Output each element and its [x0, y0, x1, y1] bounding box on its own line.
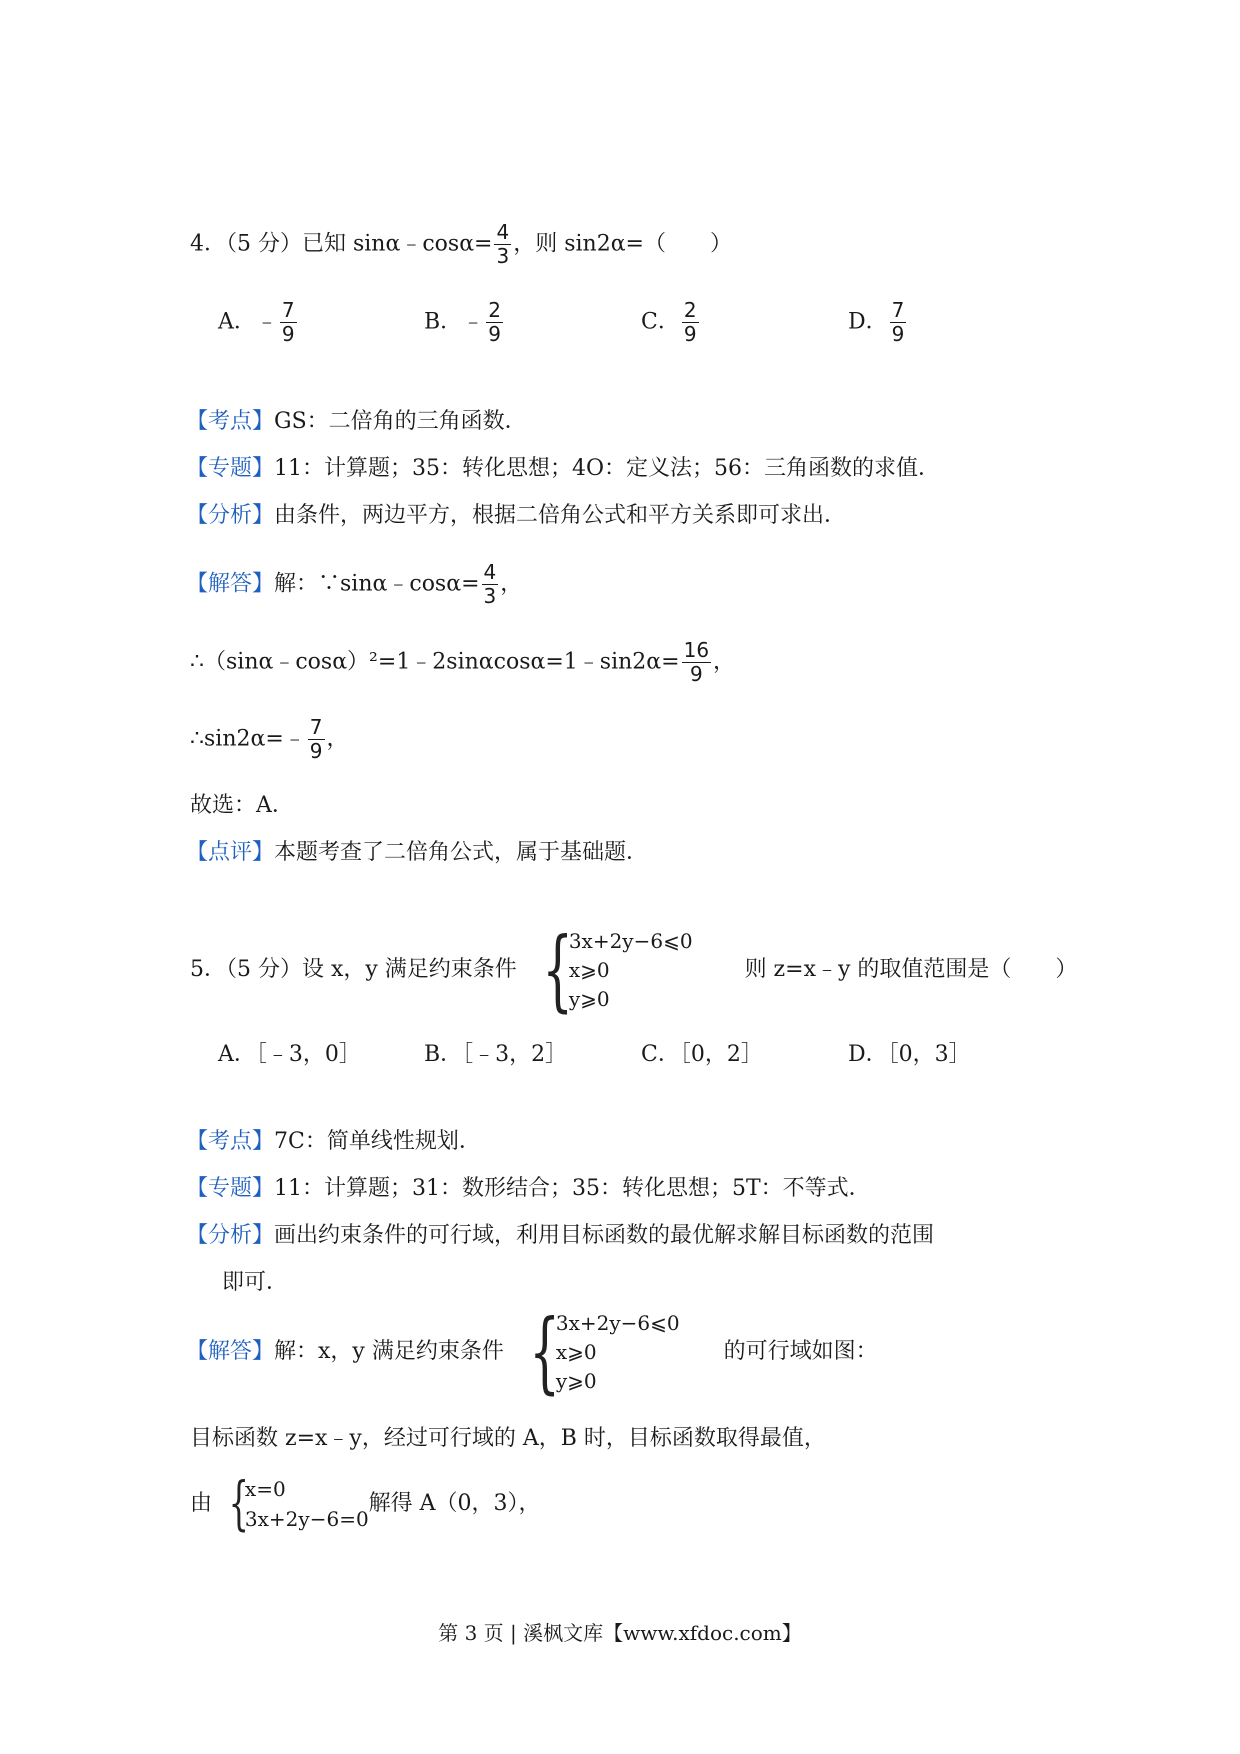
q4-step1: ∴（sinα﹣cosα）²=1﹣2sinαcosα=1﹣sin2α= $\frac{16}{9}$ ， — [190, 638, 736, 686]
q5-option-a: A．［﹣3，0］ — [218, 1042, 361, 1067]
q5-kaodian: 【考点】7C：简单线性规划． — [186, 1129, 481, 1154]
q4-option-c: C． $\frac{2}{9}$ — [641, 298, 697, 346]
left-brace-icon: { — [542, 918, 573, 1021]
q5-line2: 由 { x=0 3x+2y−6=0 解得 A（0，3）， — [190, 1469, 541, 1537]
q5-zhuanti: 【专题】11：计算题；31：数形结合；35：转化思想；5T：不等式． — [186, 1176, 871, 1201]
q5-jieda-constraint-system: { 3x+2y−6⩽0 x⩾0 y⩾0 — [529, 1300, 680, 1403]
q5-stem: 5．（5 分）设 x，y 满足约束条件 { 3x+2y−6⩽0 x⩾0 y⩾0 则 z=x﹣y 的取值范围是（ ） — [190, 918, 1078, 1021]
q4-option-a: A．﹣ $\frac{7}{9}$ — [218, 298, 295, 346]
q4-dianping: 【点评】本题考查了二倍角公式，属于基础题． — [186, 840, 649, 865]
q5-option-b: B．［﹣3，2］ — [424, 1042, 568, 1067]
q4-stem — [190, 222, 732, 267]
q4-choice: 故选：A． — [190, 793, 294, 818]
kaodian-tag: 【考点】 — [186, 409, 275, 434]
q4-kaodian: 【考点】GS：二倍角的三角函数． — [186, 409, 527, 434]
q5-jieda: 【解答】 解：x，y 满足约束条件 { 3x+2y−6⩽0 x⩾0 y⩾0 的可行域如图： — [186, 1300, 878, 1403]
left-brace-icon: { — [228, 1469, 249, 1537]
q4-stem-tail: ，则 sin2α=（ ） — [513, 231, 732, 257]
q4-fenxi: 【分析】由条件，两边平方，根据二倍角公式和平方关系即可求出． — [186, 503, 847, 528]
q4-step2: ∴sin2α=﹣ $\frac{7}{9}$ ， — [190, 715, 349, 763]
fenxi-tag: 【分析】 — [186, 503, 275, 528]
q5-solve-system: { x=0 3x+2y−6=0 — [228, 1469, 369, 1537]
q4-option-b: B．﹣ $\frac{2}{9}$ — [424, 298, 501, 346]
q4-stem-fraction: $\frac{4}{3}$ — [496, 220, 510, 268]
dianping-tag: 【点评】 — [186, 840, 275, 865]
q4-jieda: 【解答】解：∵sinα﹣cosα= $\frac{4}{3}$ ， — [186, 560, 523, 608]
jieda-tag: 【解答】 — [186, 1339, 275, 1364]
zhuanti-tag: 【专题】 — [186, 1176, 275, 1201]
page-footer: 第 3 页 | 溪枫文库【www.xfdoc.com】 — [438, 1621, 802, 1645]
q5-line1: 目标函数 z=x﹣y，经过可行域的 A，B 时，目标函数取得最值， — [190, 1426, 826, 1451]
q4-option-d: D． $\frac{7}{9}$ — [848, 298, 905, 346]
fenxi-tag: 【分析】 — [186, 1223, 275, 1248]
zhuanti-tag: 【专题】 — [186, 456, 275, 481]
kaodian-tag: 【考点】 — [186, 1129, 275, 1154]
q4-stem-text: 4．（5 分）已知 sinα﹣cosα= — [190, 231, 493, 257]
q5-fenxi-cont: 即可． — [222, 1270, 289, 1295]
left-brace-icon: { — [529, 1300, 560, 1403]
q5-fenxi: 【分析】画出约束条件的可行域，利用目标函数的最优解求解目标函数的范围 — [186, 1223, 935, 1248]
q5-option-c: C．［0，2］ — [641, 1042, 763, 1067]
q5-constraint-system: { 3x+2y−6⩽0 x⩾0 y⩾0 — [542, 918, 693, 1021]
q5-option-d: D．［0，3］ — [848, 1042, 971, 1067]
q4-zhuanti: 【专题】11：计算题；35：转化思想；4O：定义法；56：三角函数的求值． — [186, 456, 941, 481]
jieda-tag: 【解答】 — [186, 571, 275, 597]
